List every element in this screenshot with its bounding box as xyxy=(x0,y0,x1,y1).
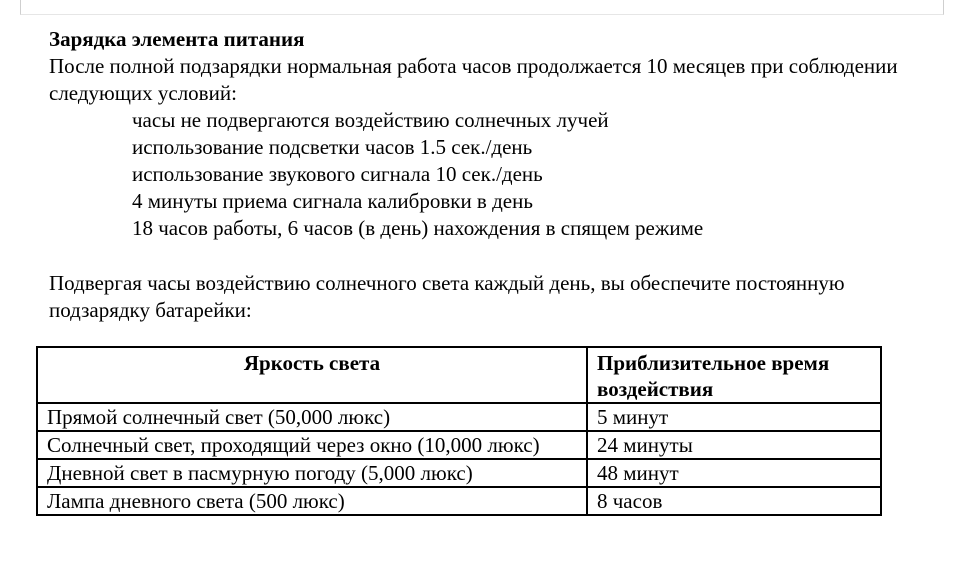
document-body xyxy=(49,26,949,324)
time-cell: 8 часов xyxy=(587,487,881,515)
time-cell: 24 минуты xyxy=(587,431,881,459)
table-row xyxy=(37,459,881,487)
condition-item: использование звукового сигнала 10 сек./день xyxy=(132,162,543,186)
brightness-cell: Дневной свет в пасмурную погоду (5,000 люкс) xyxy=(37,459,587,487)
time-cell: 5 минут xyxy=(587,403,881,431)
conditions-list xyxy=(49,107,949,242)
condition-item: 18 часов работы, 6 часов (в день) нахождения в спящем режиме xyxy=(132,216,704,240)
table-row xyxy=(37,431,881,459)
intro-paragraph: После полной подзарядки нормальная работа часов продолжается 10 месяцев при соблюдении следующих условий: xyxy=(49,54,898,105)
header-brightness: Яркость света xyxy=(37,347,587,403)
brightness-cell: Солнечный свет, проходящий через окно (10,000 люкс) xyxy=(37,431,587,459)
table-row xyxy=(37,487,881,515)
sunlight-paragraph: Подвергая часы воздействию солнечного света каждый день, вы обеспечите постоянную подзарядку батарейки: xyxy=(49,271,845,322)
section-heading: Зарядка элемента питания xyxy=(49,27,305,51)
time-cell: 48 минут xyxy=(587,459,881,487)
condition-item: часы не подвергаются воздействию солнечных лучей xyxy=(132,108,609,132)
table-header-row xyxy=(37,347,881,403)
condition-item: использование подсветки часов 1.5 сек./день xyxy=(132,135,533,159)
page-top-border xyxy=(20,0,944,15)
condition-item: 4 минуты приема сигнала калибровки в день xyxy=(132,189,533,213)
table-row xyxy=(37,403,881,431)
brightness-cell: Прямой солнечный свет (50,000 люкс) xyxy=(37,403,587,431)
brightness-cell: Лампа дневного света (500 люкс) xyxy=(37,487,587,515)
header-exposure-time: Приблизительное время воздействия xyxy=(587,347,881,403)
light-exposure-table xyxy=(36,346,882,516)
